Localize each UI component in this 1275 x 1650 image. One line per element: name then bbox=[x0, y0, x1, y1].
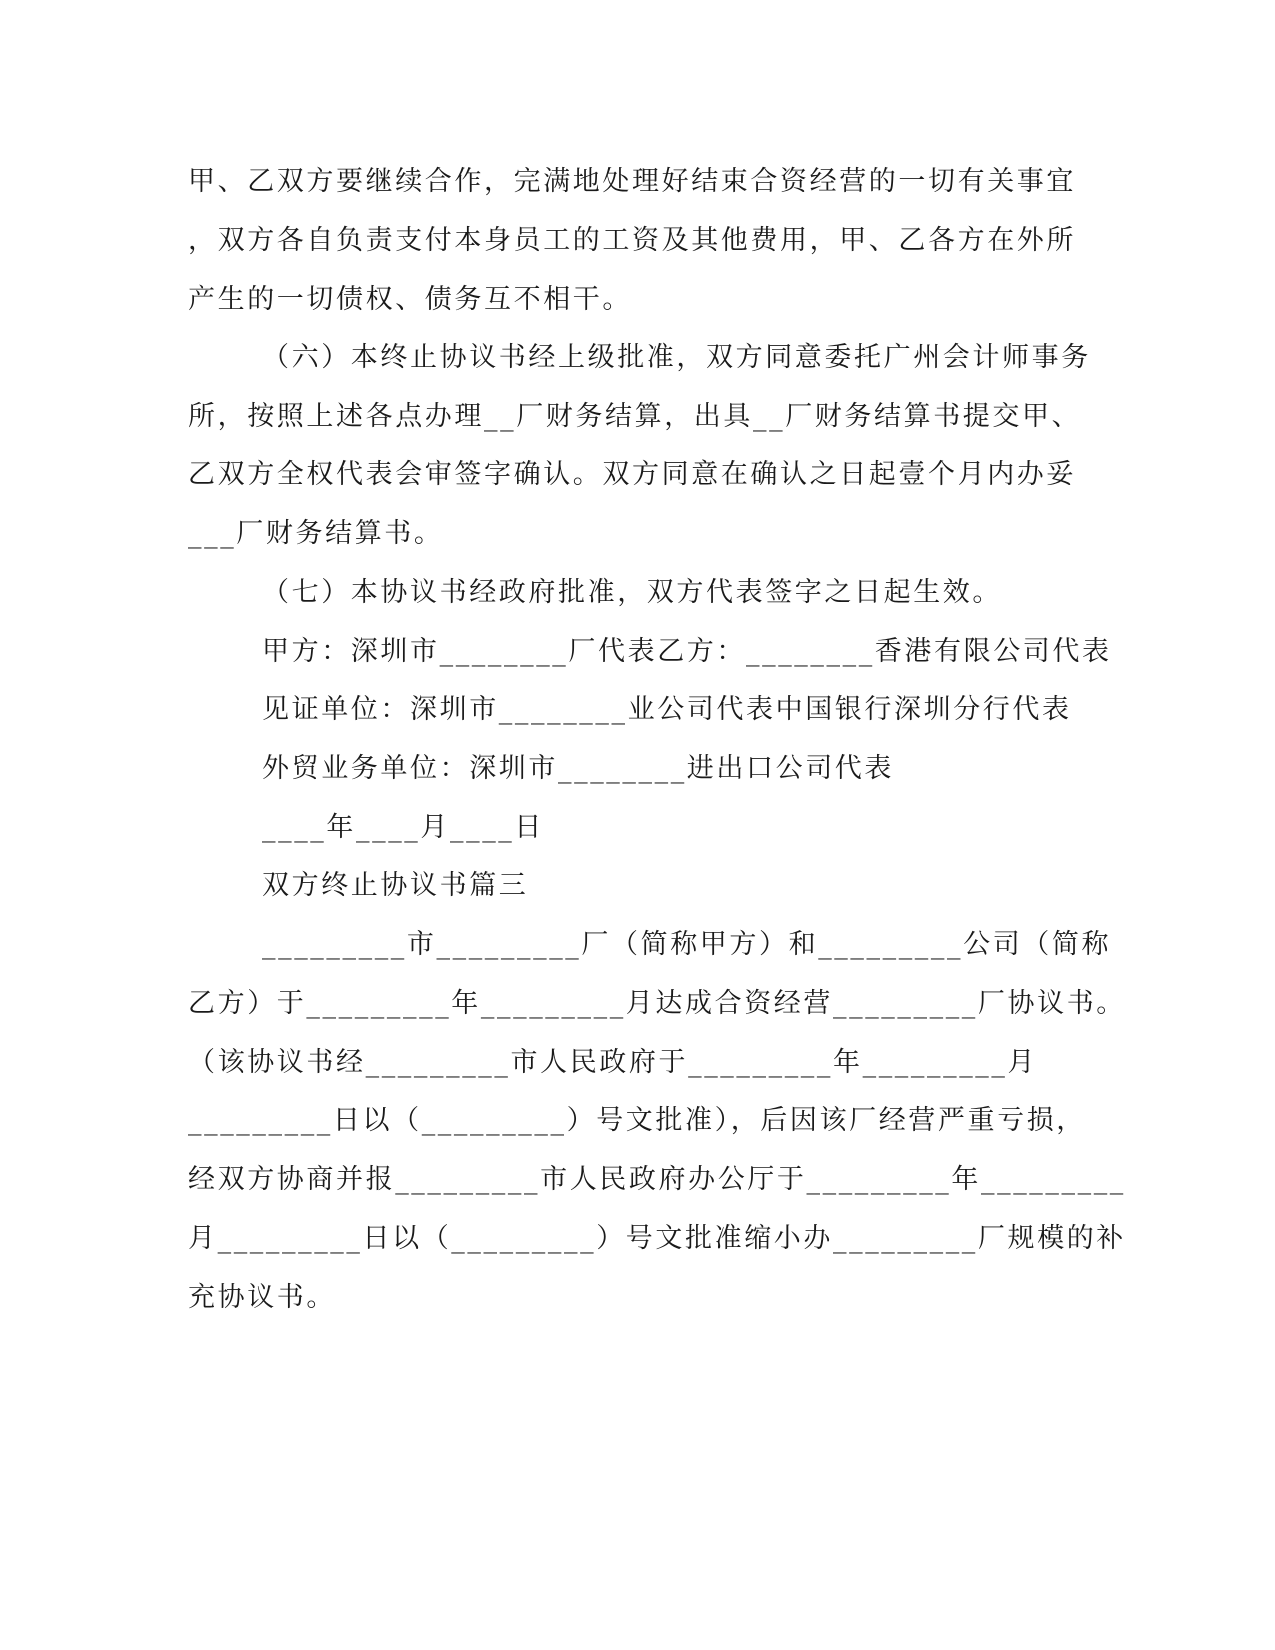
intro-line-4: _________日以（_________）号文批准），后因该厂经营严重亏损， bbox=[188, 1105, 1086, 1136]
intro-line-3: （该协议书经_________市人民政府于_________年_________月 bbox=[188, 1047, 1038, 1078]
party-a-signature-line: 甲方：深圳市________厂代表乙方：________香港有限公司代表 bbox=[262, 636, 1112, 667]
intro-line-7: 充协议书。 bbox=[188, 1282, 336, 1313]
clause-6-line-3: 乙双方全权代表会审签字确认。双方同意在确认之日起壹个月内办妥 bbox=[188, 459, 1076, 490]
clause-6-line-1: （六）本终止协议书经上级批准，双方同意委托广州会计师事务 bbox=[262, 342, 1091, 373]
intro-line-2: 乙方）于_________年_________月达成合资经营_________厂协议书。 bbox=[188, 988, 1126, 1019]
paragraph-5-line-3: 产生的一切债权、债务互不相干。 bbox=[188, 284, 632, 315]
section-heading: 双方终止协议书篇三 bbox=[262, 870, 529, 901]
trade-unit-signature-line: 外贸业务单位：深圳市________进出口公司代表 bbox=[262, 753, 894, 784]
paragraph-5-line-1: 甲、乙双方要继续合作，完满地处理好结束合资经营的一切有关事宜 bbox=[188, 166, 1076, 197]
paragraph-5-line-2: ，双方各自负责支付本身员工的工资及其他费用，甲、乙各方在外所 bbox=[188, 225, 1076, 256]
clause-7: （七）本协议书经政府批准，双方代表签字之日起生效。 bbox=[262, 577, 1002, 608]
witness-signature-line: 见证单位：深圳市________业公司代表中国银行深圳分行代表 bbox=[262, 694, 1072, 725]
date-line: ____年____月____日 bbox=[262, 812, 544, 843]
clause-6-line-4: ___厂财务结算书。 bbox=[188, 518, 444, 549]
intro-line-5: 经双方协商并报_________市人民政府办公厅于_________年_________ bbox=[188, 1164, 1126, 1195]
intro-line-1: _________市_________厂（简称甲方）和_________公司（简称 bbox=[262, 929, 1112, 960]
intro-line-6: 月_________日以（_________）号文批准缩小办_________厂规模的补 bbox=[188, 1223, 1126, 1254]
clause-6-line-2: 所，按照上述各点办理__厂财务结算，出具__厂财务结算书提交甲、 bbox=[188, 401, 1082, 432]
